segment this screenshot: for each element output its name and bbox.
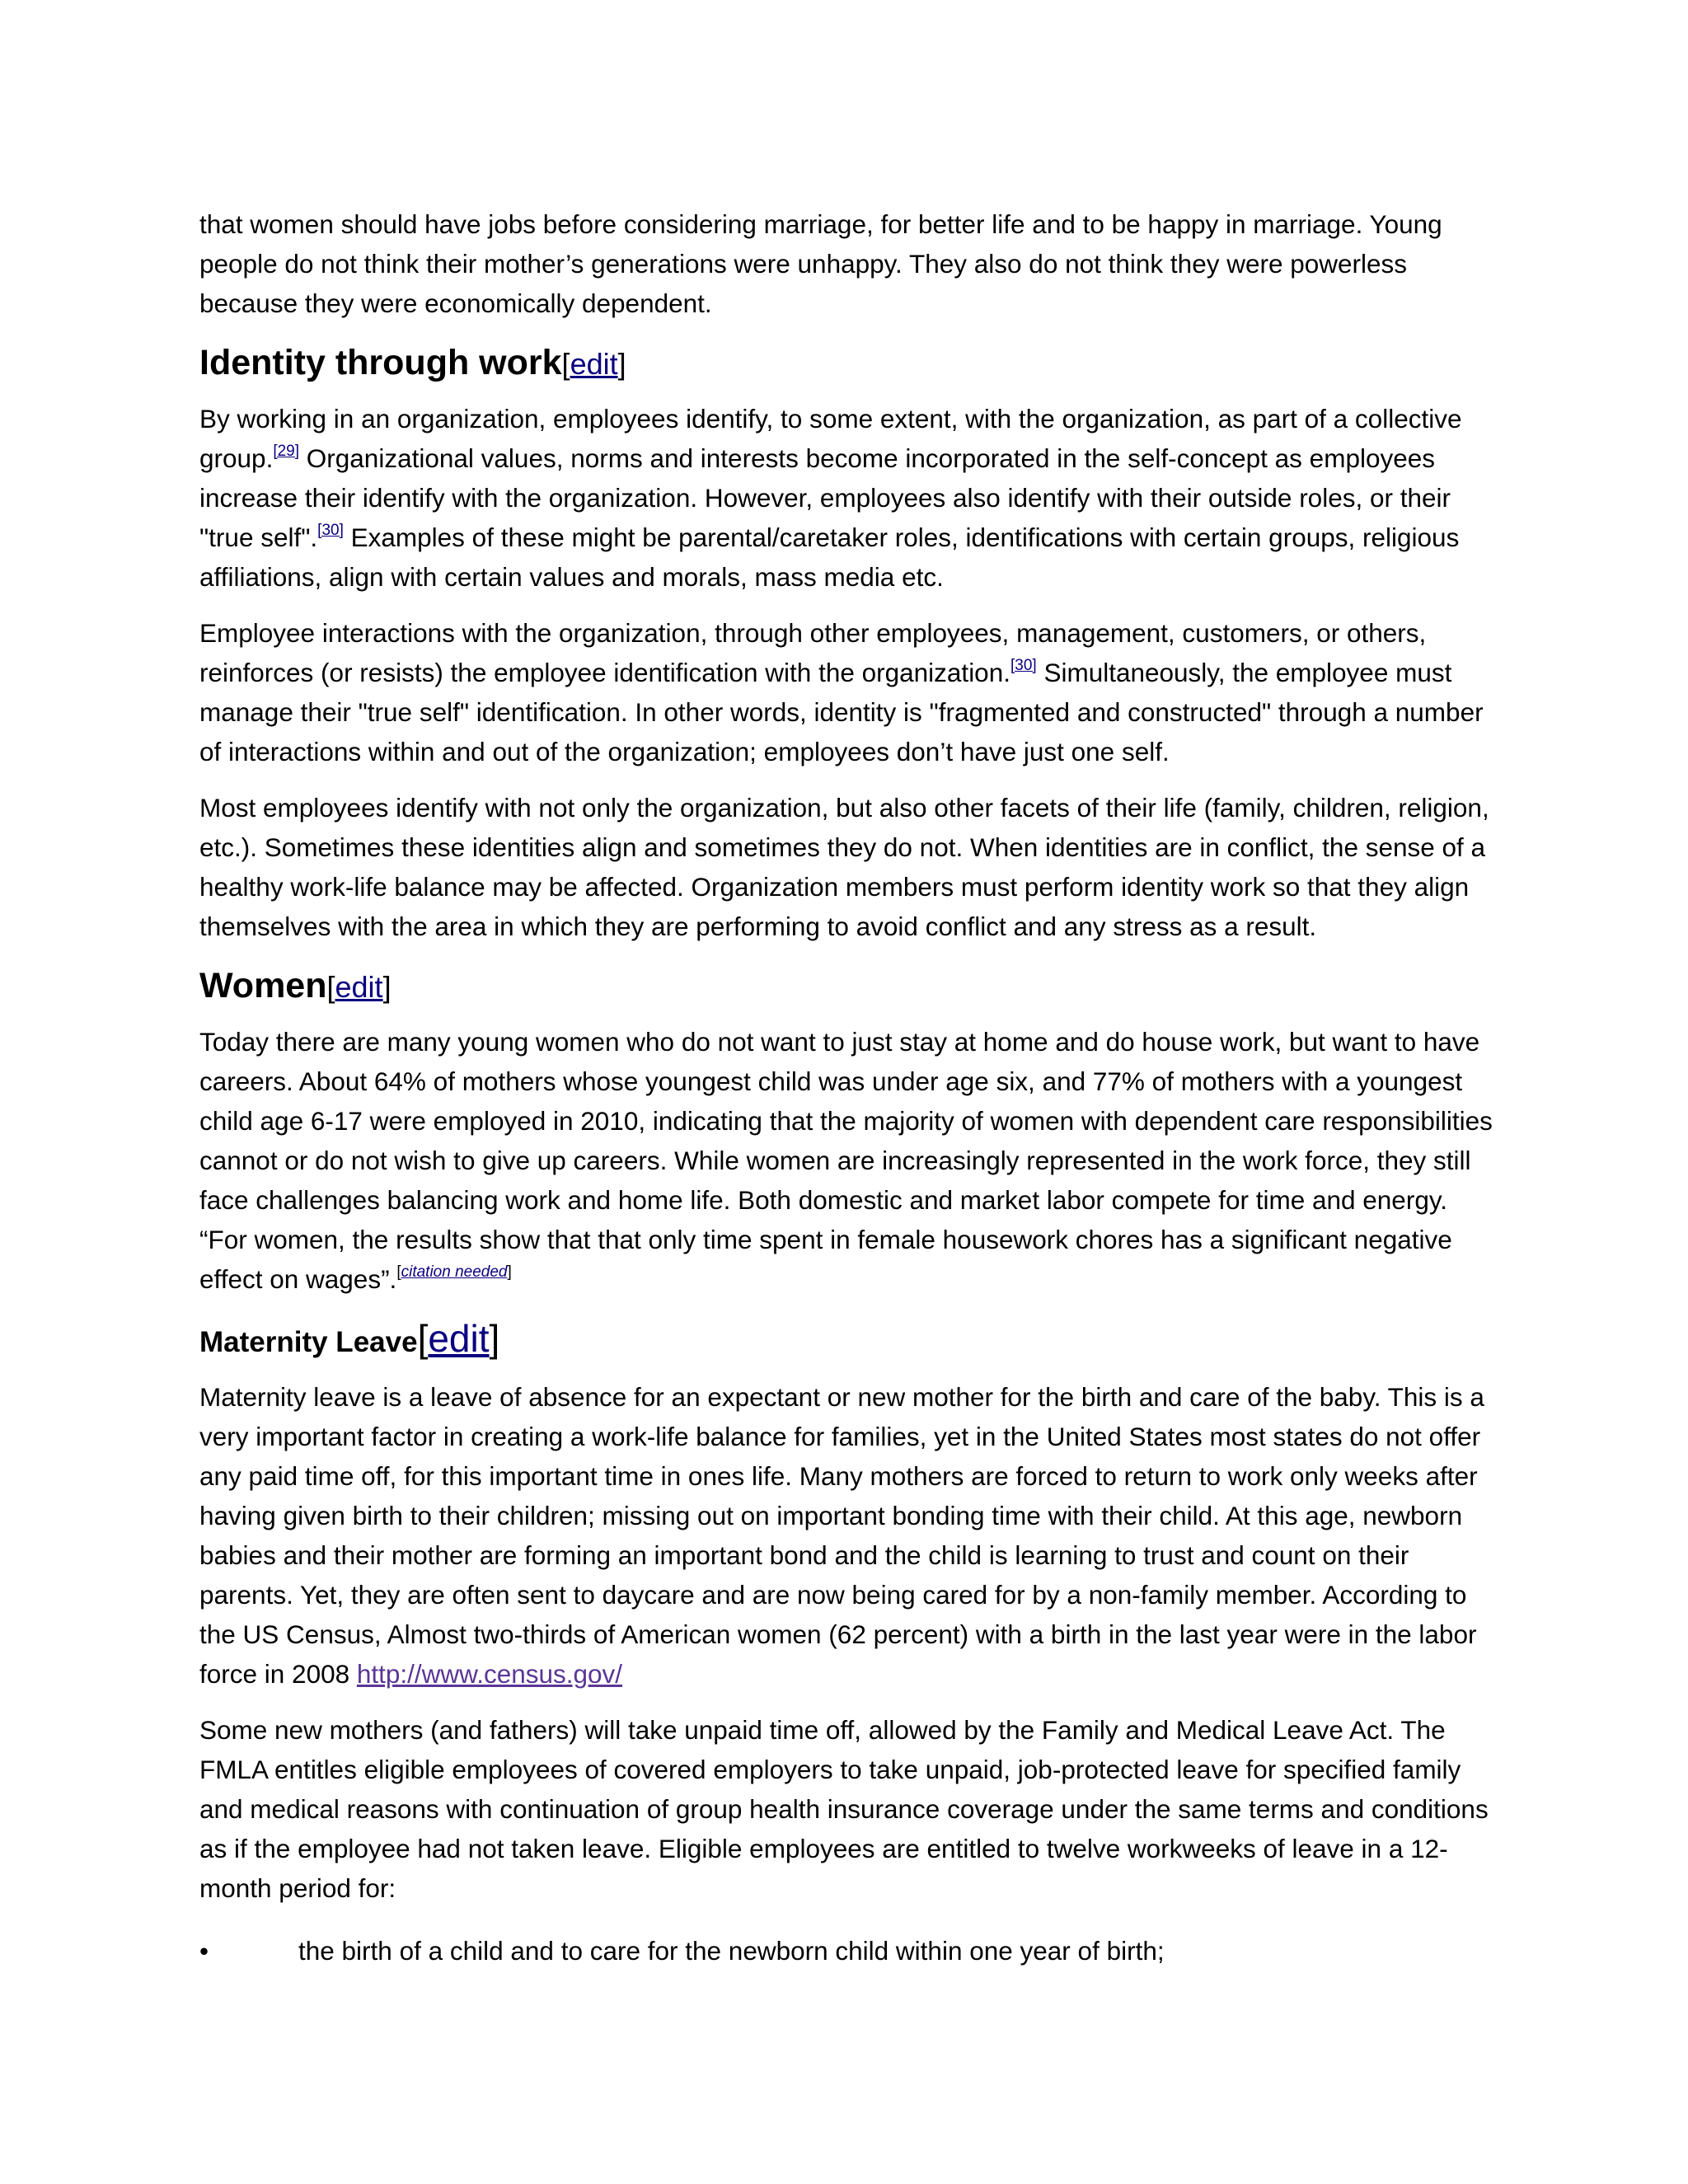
reference-30 [1010, 657, 1037, 674]
bullet-symbol: • [199, 1936, 209, 1966]
reference-link[interactable]: [30] [317, 522, 344, 539]
list-item [199, 1931, 1502, 1971]
edit-section-identity: [edit] [561, 347, 626, 381]
citation-needed-link[interactable]: citation needed [401, 1263, 508, 1281]
paragraph-text: Examples of these might be parental/caretaker roles, identifications with certain groups, religious affiliations, align with certain values and morals, mass media etc. [199, 523, 1460, 592]
edit-link[interactable]: edit [570, 347, 618, 381]
heading-text: Women [199, 966, 327, 1005]
paragraph-text: Simultaneously, the employee must manage their "true self" identification. In other words, identity is "fragmented and constructed" through a number of interactions within and out of the organization; employees don’t have just one self. [199, 658, 1484, 766]
bracket: [ [396, 1263, 401, 1281]
edit-section-maternity: [edit] [417, 1317, 500, 1360]
census-link[interactable]: http://www.census.gov/ [356, 1659, 623, 1689]
citation-needed [396, 1263, 511, 1281]
heading-text: Maternity Leave [199, 1326, 418, 1358]
edit-link[interactable]: edit [428, 1317, 490, 1360]
maternity-paragraph-1 [199, 1377, 1502, 1694]
heading-text: Identity through work [199, 343, 562, 382]
identity-paragraph-3: Most employees identify with not only the organization, but also other facets of their life (family, children, religion, etc.). Sometimes these identities align and sometimes they do not. When identities are in conflict, the sense of a healthy work-life balance may be affected. Organization members must perform identity work so that they align themselves with the area in which they are performing to avoid conflict and any stress as a result. [199, 793, 1489, 941]
bracket: ] [507, 1263, 512, 1281]
list-item-text: the birth of a child and to care for the newborn child within one year of birth; [298, 1936, 1165, 1966]
heading-maternity-leave [199, 1315, 1502, 1366]
heading-women [199, 963, 1502, 1010]
paragraph-text: Organizational values, norms and interests become incorporated in the self-concept as employees increase their identify with the organization. However, employees also identify with their outside roles, or their "true self". [199, 443, 1451, 552]
edit-section-women: [edit] [326, 970, 392, 1004]
women-paragraph-1 [199, 1022, 1502, 1299]
article-page [199, 204, 1502, 1971]
reference-link[interactable]: [30] [1010, 657, 1037, 674]
paragraph-text: Employee interactions with the organization, through other employees, management, customers, or others, reinforces (or resists) the employee identification with the organization. [199, 618, 1427, 687]
reference-29 [273, 443, 299, 460]
paragraph-text: By working in an organization, employees identify, to some extent, with the organization, as part of a collective group. [199, 404, 1462, 473]
intro-paragraph: that women should have jobs before considering marriage, for better life and to be happy in marriage. Young people do not think their mother’s generations were unhappy. They also do not think they were powerless because they were economically dependent. [199, 209, 1442, 318]
maternity-paragraph-2: Some new mothers (and fathers) will take unpaid time off, allowed by the Family and Medical Leave Act. The FMLA entitles eligible employees of covered employers to take unpaid, job-protected leave for specified family and medical reasons with continuation of group health insurance coverage under the same terms and conditions as if the employee had not taken leave. Eligible employees are entitled to twelve workweeks of leave in a 12-month period for: [199, 1715, 1489, 1903]
reference-link[interactable]: [29] [273, 443, 300, 460]
identity-paragraph-1 [199, 399, 1502, 597]
identity-paragraph-2 [199, 613, 1502, 771]
fmla-reasons-list [199, 1931, 1502, 1971]
paragraph-text: Today there are many young women who do not want to just stay at home and do house work, but want to have careers. About 64% of mothers whose youngest child was under age six, and 77% of mothers with a youngest child age 6-17 were employed in 2010, indicating that the majority of women with dependent care responsibilities cannot or do not wish to give up careers. While women are increasingly represented in the work force, they still face challenges balancing work and home life. Both domestic and market labor compete for time and energy. “For women, the results show that that only time spent in female housework chores has a significant negative effect on wages”. [199, 1027, 1493, 1294]
heading-identity-through-work [199, 340, 1502, 387]
edit-link[interactable]: edit [335, 970, 383, 1004]
paragraph-text: Maternity leave is a leave of absence for an expectant or new mother for the birth and care of the baby. This is a very important factor in creating a work-life balance for families, yet in the United States most states do not offer any paid time off, for this important time in ones life. Many mothers are forced to return to work only weeks after having given birth to their children; missing out on important bonding time with their child. At this age, newborn babies and their mother are forming an important bond and the child is learning to trust and count on their parents. Yet, they are often sent to daycare and are now being cared for by a non-family member. According to the US Census, Almost two-thirds of American women (62 percent) with a birth in the last year were in the labor force in 2008 [199, 1382, 1484, 1689]
reference-30 [317, 522, 344, 539]
